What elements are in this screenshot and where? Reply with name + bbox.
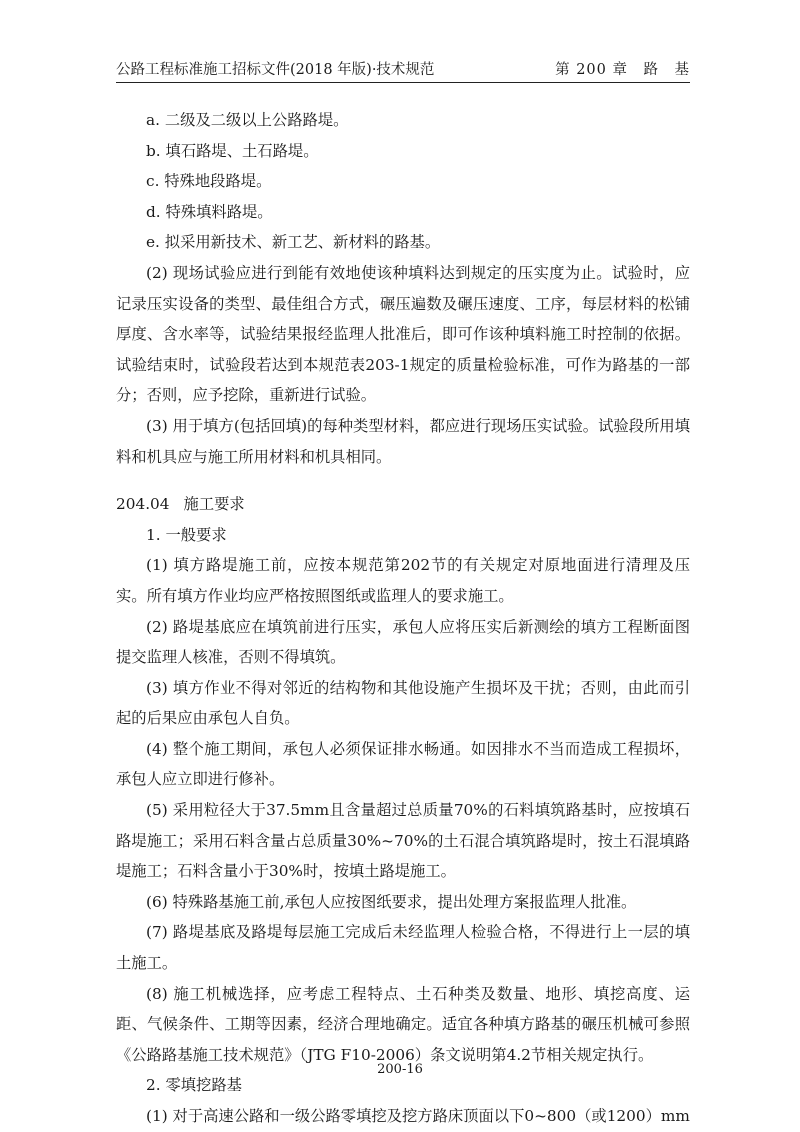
list-item-d: d. 特殊填料路堤。	[146, 202, 273, 221]
zero-fill-item-1: (1) 对于高速公路和一级公路零填挖及挖方路床顶面以下0~800（或1200）mm	[146, 1107, 690, 1125]
general-item-8: (8) 施工机械选择，应考虑工程特点、土石种类及数量、地形、填挖高度、运距、气候条件、工期等因素，经济合理地确定。适宜各种填方路基的碾压机械可参照《公路路基施工技术规范》（JTG F10-2006）条文说明第4.2节相关规定执行。	[116, 984, 690, 1064]
list-item-c: c. 特殊地段路堤。	[146, 172, 272, 191]
general-item-6: (6) 特殊路基施工前,承包人应按图纸要求，提出处理方案报监理人批准。	[146, 892, 637, 911]
paragraph-2: (2) 现场试验应进行到能有效地使该种填料达到规定的压实度为止。试验时，应记录压实设备的类型、最佳组合方式，碾压遍数及碾压速度、工序，每层材料的松铺厚度、含水率等，试验结果报经监理人批准后，即可作该种填料施工时控制的依据。试验结束时，试验段若达到本规范表203-1规定的质量检验标准，可作为路基的一部分；否则，应予挖除，重新进行试验。	[116, 263, 690, 405]
page-header	[116, 56, 690, 83]
general-item-7: (7) 路堤基底及路堤每层施工完成后未经监理人检验合格，不得进行上一层的填土施工。	[116, 923, 690, 973]
general-item-1: (1) 填方路堤施工前，应按本规范第202节的有关规定对原地面进行清理及压实。所有填方作业均应严格按照图纸或监理人的要求施工。	[116, 556, 690, 605]
section-spacer	[116, 472, 690, 489]
general-item-5: (5) 采用粒径大于37.5mm且含量超过总质量70%的石料填筑路基时，应按填石路堤施工；采用石料含量占总质量30%~70%的土石混合填筑路堤时，按土石混填路堤施工；石料含量小于30%时，按填土路堤施工。	[116, 801, 690, 881]
subheading-zero-fill: 2. 零填挖路基	[146, 1076, 242, 1095]
list-item-b: b. 填石路堤、土石路堤。	[146, 141, 319, 160]
general-item-4: (4) 整个施工期间，承包人必须保证排水畅通。如因排水不当而造成工程损坏，承包人应立即进行修补。	[116, 739, 690, 789]
section-number: 204.04	[116, 495, 170, 514]
list-item-a: a. 二级及二级以上公路路堤。	[146, 111, 349, 129]
list-item-e: e. 拟采用新技术、新工艺、新材料的路基。	[146, 233, 441, 252]
paragraph-3: (3) 用于填方(包括回填)的每种类型材料，都应进行现场压实试验。试验段所用填料和机具应与施工所用材料和机具相同。	[116, 416, 690, 466]
subheading-general: 1. 一般要求	[146, 525, 227, 544]
document-title: 公路工程标准施工招标文件(2018 年版)·技术规范	[116, 62, 435, 78]
page-body	[116, 105, 690, 1132]
page-number: 200-16	[377, 1062, 423, 1077]
general-item-2: (2) 路堤基底应在填筑前进行压实，承包人应将压实后新测绘的填方工程断面图提交监理人核准，否则不得填筑。	[116, 617, 690, 667]
section-heading	[116, 489, 690, 520]
chapter-title: 第 200 章 路 基	[555, 62, 690, 78]
section-title: 施工要求	[183, 495, 245, 514]
general-item-3: (3) 填方作业不得对邻近的结构物和其他设施产生损坏及干扰；否则，由此而引起的后果应由承包人自负。	[116, 678, 690, 728]
